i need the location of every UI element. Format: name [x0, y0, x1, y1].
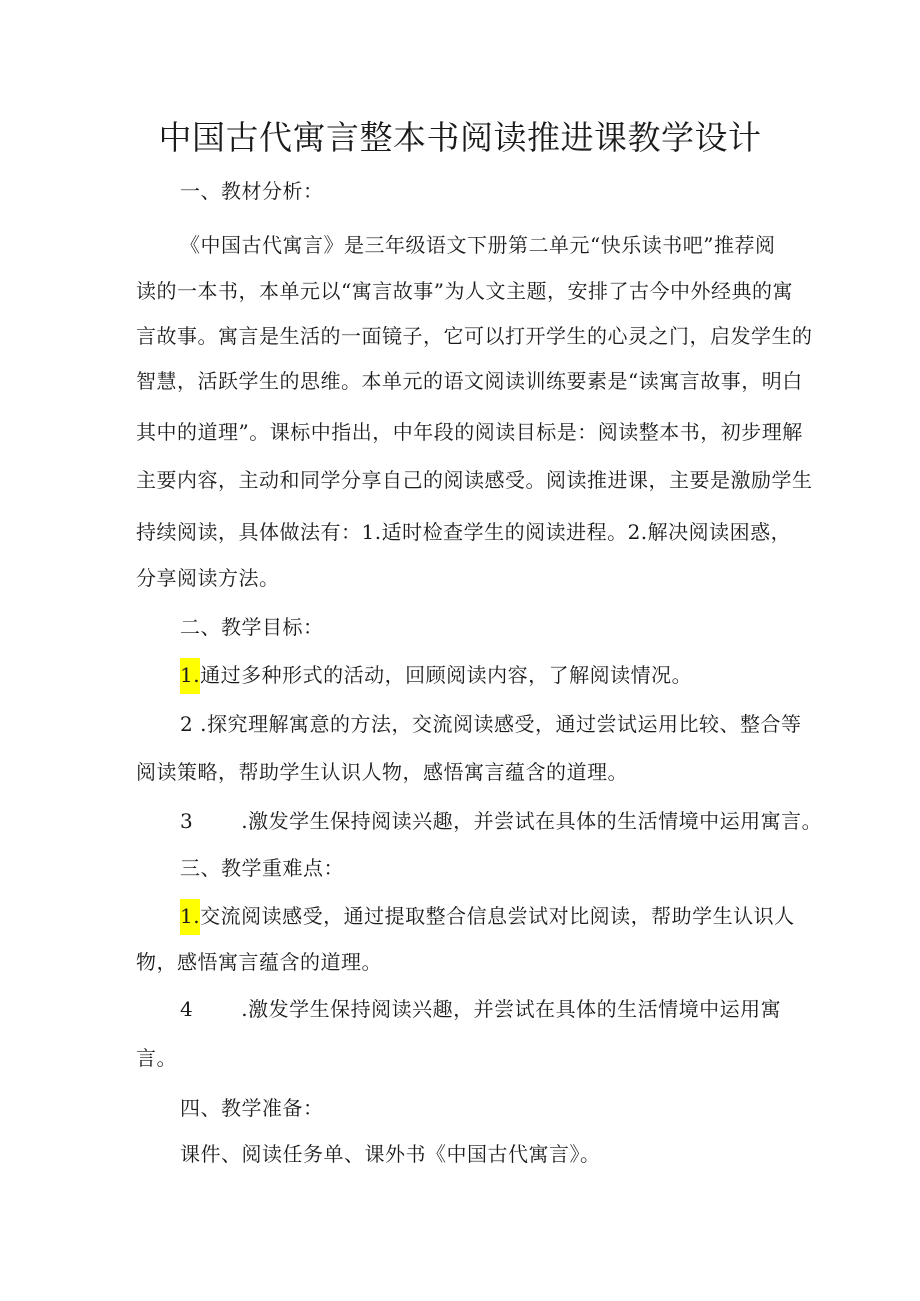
- document-title: 中国古代寓言整本书阅读推进课教学设计: [158, 118, 762, 157]
- keypoint-item-1-text: 交流阅读感受，通过提取整合信息尝试对比阅读，帮助学生认识人: [200, 904, 795, 928]
- keypoint-item-2-line2: 言。: [136, 1046, 177, 1070]
- keypoint-item-2-num: 4: [180, 997, 194, 1021]
- keypoint-item-2-line1: [180, 994, 781, 1024]
- goal-item-3: [180, 806, 822, 836]
- paragraph-line: 读的一本书，本单元以“寓言故事”为人文主题，安排了古今中外经典的寓: [136, 279, 793, 303]
- paragraph-line: 智慧，活跃学生的思维。本单元的语文阅读训练要素是“读寓言故事，明白: [136, 369, 803, 393]
- goal-item-3-num: 3: [180, 809, 194, 833]
- paragraph-line: 持续阅读，具体做法有：1.适时检查学生的阅读进程。2.解决阅读困惑，: [136, 520, 792, 544]
- paragraph-line: 其中的道理”。课标中指出，中年段的阅读目标是：阅读整本书，初步理解: [136, 420, 803, 444]
- paragraph-line: 《中国古代寓言》是三年级语文下册第二单元“快乐读书吧”推荐阅: [180, 233, 776, 257]
- section-heading-goals: 二、教学目标：: [180, 615, 324, 639]
- paragraph-line: 主要内容，主动和同学分享自己的阅读感受。阅读推进课，主要是激励学生: [136, 468, 813, 492]
- preparation-text: 课件、阅读任务单、课外书《中国古代寓言》。: [180, 1142, 601, 1166]
- paragraph-line: 分享阅读方法。: [136, 566, 280, 590]
- keypoint-item-1-line1: [180, 899, 795, 935]
- section-heading-keypoints: 三、教学重难点：: [180, 856, 344, 880]
- goal-item-1-text: 通过多种形式的活动，回顾阅读内容，了解阅读情况。: [200, 663, 693, 687]
- highlighted-number: 1.: [180, 899, 200, 935]
- section-heading-preparation: 四、教学准备：: [180, 1096, 324, 1120]
- keypoint-item-2-text: .激发学生保持阅读兴趣，并尝试在具体的生活情境中运用寓: [241, 997, 782, 1021]
- goal-item-1: [180, 658, 692, 694]
- paragraph-line: 言故事。寓言是生活的一面镜子，它可以打开学生的心灵之门，启发学生的: [136, 324, 813, 348]
- goal-item-2-line1: 2 .探究理解寓意的方法，交流阅读感受，通过尝试运用比较、整合等: [180, 712, 802, 736]
- goal-item-2-line2: 阅读策略，帮助学生认识人物，感悟寓言蕴含的道理。: [136, 760, 628, 784]
- section-heading-analysis: 一、教材分析：: [180, 179, 324, 203]
- highlighted-number: 1.: [180, 658, 200, 694]
- keypoint-item-1-line2: 物，感悟寓言蕴含的道理。: [136, 950, 382, 974]
- goal-item-3-text: .激发学生保持阅读兴趣，并尝试在具体的生活情境中运用寓言。: [241, 809, 823, 833]
